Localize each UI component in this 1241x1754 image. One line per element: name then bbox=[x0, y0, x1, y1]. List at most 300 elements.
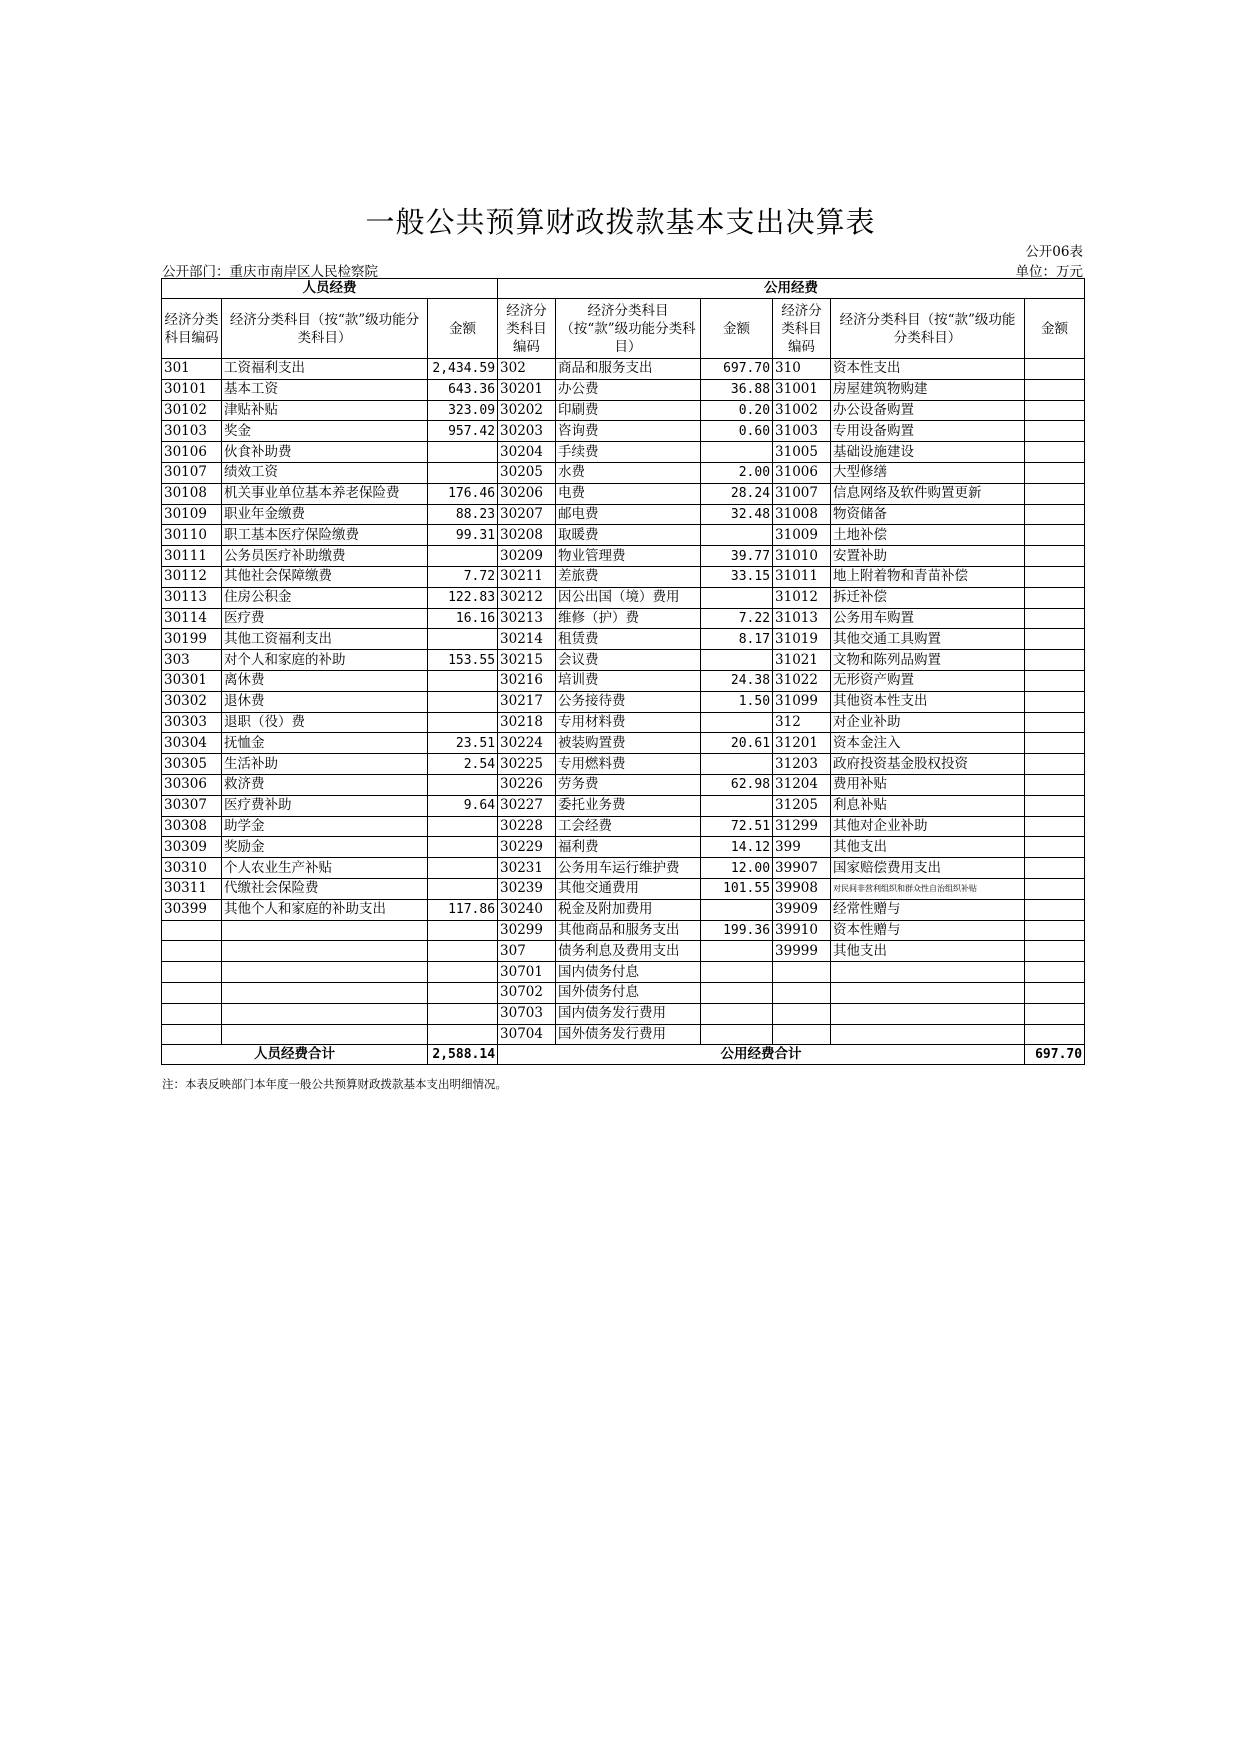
econ-code-cell: 31007 bbox=[773, 483, 831, 504]
econ-name-cell: 房屋建筑物购建 bbox=[831, 379, 1025, 400]
department-label: 公开部门：重庆市南岸区人民检察院 bbox=[162, 264, 378, 280]
econ-code-cell: 30203 bbox=[498, 421, 556, 442]
amount-cell bbox=[428, 670, 498, 691]
amount-cell bbox=[1025, 670, 1085, 691]
amount-cell: 32.48 bbox=[701, 504, 773, 525]
econ-name-cell: 地上附着物和青苗补偿 bbox=[831, 566, 1025, 587]
econ-name-cell: 因公出国（境）费用 bbox=[556, 587, 701, 608]
econ-name-cell: 国内债务付息 bbox=[556, 962, 701, 983]
amount-cell: 2.00 bbox=[701, 462, 773, 483]
econ-code-cell: 31013 bbox=[773, 608, 831, 629]
econ-code-cell bbox=[162, 920, 222, 941]
econ-name-cell: 公务用车购置 bbox=[831, 608, 1025, 629]
econ-code-cell: 30112 bbox=[162, 566, 222, 587]
econ-code-cell: 30110 bbox=[162, 525, 222, 546]
econ-name-cell: 资本金注入 bbox=[831, 733, 1025, 754]
col-header-r-code: 经济分类科目编码 bbox=[773, 299, 831, 359]
econ-name-cell: 委托业务费 bbox=[556, 795, 701, 816]
econ-code-cell: 30305 bbox=[162, 754, 222, 775]
econ-code-cell: 31011 bbox=[773, 566, 831, 587]
econ-code-cell: 30206 bbox=[498, 483, 556, 504]
econ-name-cell: 医疗费补助 bbox=[222, 795, 428, 816]
econ-code-cell: 399 bbox=[773, 837, 831, 858]
public-total-label: 公用经费合计 bbox=[498, 1045, 1025, 1065]
econ-code-cell: 312 bbox=[773, 712, 831, 733]
table-row bbox=[162, 899, 1085, 920]
econ-code-cell: 30307 bbox=[162, 795, 222, 816]
econ-code-cell: 30205 bbox=[498, 462, 556, 483]
amount-cell bbox=[428, 878, 498, 899]
amount-cell bbox=[1025, 920, 1085, 941]
econ-name-cell: 专用材料费 bbox=[556, 712, 701, 733]
econ-code-cell: 39910 bbox=[773, 920, 831, 941]
econ-name-cell: 差旅费 bbox=[556, 566, 701, 587]
econ-name-cell: 取暖费 bbox=[556, 525, 701, 546]
econ-code-cell: 30213 bbox=[498, 608, 556, 629]
econ-name-cell: 物资储备 bbox=[831, 504, 1025, 525]
econ-name-cell: 国家赔偿费用支出 bbox=[831, 858, 1025, 879]
amount-cell bbox=[1025, 795, 1085, 816]
econ-code-cell: 30299 bbox=[498, 920, 556, 941]
econ-name-cell: 土地补偿 bbox=[831, 525, 1025, 546]
amount-cell: 199.36 bbox=[701, 920, 773, 941]
amount-cell bbox=[428, 462, 498, 483]
econ-name-cell bbox=[222, 962, 428, 983]
table-row bbox=[162, 962, 1085, 983]
col-header-q-amount: 金额 bbox=[701, 299, 773, 359]
econ-name-cell: 被装购置费 bbox=[556, 733, 701, 754]
econ-name-cell: 其他对企业补助 bbox=[831, 816, 1025, 837]
econ-code-cell: 31003 bbox=[773, 421, 831, 442]
econ-code-cell: 303 bbox=[162, 650, 222, 671]
table-row bbox=[162, 837, 1085, 858]
col-header-p-name: 经济分类科目（按“款”级功能分类科目） bbox=[222, 299, 428, 359]
econ-code-cell: 302 bbox=[498, 359, 556, 380]
amount-cell bbox=[428, 1003, 498, 1024]
econ-name-cell: 绩效工资 bbox=[222, 462, 428, 483]
amount-cell bbox=[1025, 691, 1085, 712]
econ-code-cell: 30109 bbox=[162, 504, 222, 525]
amount-cell bbox=[428, 774, 498, 795]
amount-cell: 2,434.59 bbox=[428, 359, 498, 380]
amount-cell bbox=[1025, 774, 1085, 795]
table-row bbox=[162, 504, 1085, 525]
econ-code-cell: 30209 bbox=[498, 546, 556, 567]
econ-code-cell: 39908 bbox=[773, 878, 831, 899]
econ-code-cell: 30103 bbox=[162, 421, 222, 442]
table-row bbox=[162, 587, 1085, 608]
table-row bbox=[162, 858, 1085, 879]
econ-code-cell bbox=[773, 982, 831, 1003]
amount-cell bbox=[701, 712, 773, 733]
unit-label: 单位：万元 bbox=[1015, 264, 1083, 280]
personnel-total-amount: 2,588.14 bbox=[428, 1045, 498, 1065]
econ-code-cell bbox=[162, 982, 222, 1003]
amount-cell bbox=[701, 754, 773, 775]
econ-name-cell: 国内债务发行费用 bbox=[556, 1003, 701, 1024]
econ-code-cell: 30704 bbox=[498, 1024, 556, 1045]
econ-code-cell bbox=[162, 962, 222, 983]
econ-name-cell: 其他支出 bbox=[831, 941, 1025, 962]
amount-cell bbox=[428, 816, 498, 837]
amount-cell bbox=[1025, 982, 1085, 1003]
econ-code-cell: 30202 bbox=[498, 400, 556, 421]
econ-code-cell: 30215 bbox=[498, 650, 556, 671]
table-row bbox=[162, 878, 1085, 899]
econ-code-cell: 30308 bbox=[162, 816, 222, 837]
econ-code-cell: 30311 bbox=[162, 878, 222, 899]
table-number: 公开06表 bbox=[1025, 244, 1083, 260]
econ-code-cell bbox=[162, 1003, 222, 1024]
table-row bbox=[162, 462, 1085, 483]
amount-cell bbox=[1025, 712, 1085, 733]
econ-code-cell: 30208 bbox=[498, 525, 556, 546]
amount-cell: 101.55 bbox=[701, 878, 773, 899]
econ-name-cell: 劳务费 bbox=[556, 774, 701, 795]
footnote: 注：本表反映部门本年度一般公共预算财政拨款基本支出明细情况。 bbox=[162, 1077, 507, 1091]
table-row bbox=[162, 421, 1085, 442]
amount-cell bbox=[1025, 754, 1085, 775]
econ-name-cell: 债务利息及费用支出 bbox=[556, 941, 701, 962]
table-row bbox=[162, 733, 1085, 754]
amount-cell bbox=[701, 795, 773, 816]
econ-name-cell bbox=[222, 1003, 428, 1024]
table-row bbox=[162, 941, 1085, 962]
col-header-q-code: 经济分类科目编码 bbox=[498, 299, 556, 359]
amount-cell: 23.51 bbox=[428, 733, 498, 754]
econ-code-cell bbox=[773, 1024, 831, 1045]
econ-name-cell: 其他支出 bbox=[831, 837, 1025, 858]
econ-code-cell: 30240 bbox=[498, 899, 556, 920]
econ-code-cell: 30211 bbox=[498, 566, 556, 587]
econ-code-cell: 30701 bbox=[498, 962, 556, 983]
amount-cell bbox=[1025, 1003, 1085, 1024]
econ-code-cell: 31201 bbox=[773, 733, 831, 754]
table-row bbox=[162, 1024, 1085, 1045]
econ-name-cell: 公务员医疗补助缴费 bbox=[222, 546, 428, 567]
econ-code-cell: 31001 bbox=[773, 379, 831, 400]
econ-name-cell: 培训费 bbox=[556, 670, 701, 691]
amount-cell bbox=[428, 691, 498, 712]
econ-code-cell: 39909 bbox=[773, 899, 831, 920]
amount-cell: 14.12 bbox=[701, 837, 773, 858]
amount-cell: 36.88 bbox=[701, 379, 773, 400]
econ-code-cell: 30218 bbox=[498, 712, 556, 733]
econ-name-cell: 物业管理费 bbox=[556, 546, 701, 567]
econ-code-cell: 30301 bbox=[162, 670, 222, 691]
econ-code-cell: 30399 bbox=[162, 899, 222, 920]
table-row bbox=[162, 566, 1085, 587]
amount-cell bbox=[1025, 858, 1085, 879]
econ-name-cell: 经常性赠与 bbox=[831, 899, 1025, 920]
econ-name-cell bbox=[831, 982, 1025, 1003]
table-row bbox=[162, 774, 1085, 795]
econ-code-cell: 30226 bbox=[498, 774, 556, 795]
amount-cell bbox=[1025, 442, 1085, 463]
group-header-row bbox=[162, 279, 1085, 299]
econ-code-cell: 30239 bbox=[498, 878, 556, 899]
econ-code-cell: 30114 bbox=[162, 608, 222, 629]
econ-name-cell bbox=[222, 1024, 428, 1045]
econ-name-cell: 租赁费 bbox=[556, 629, 701, 650]
econ-code-cell bbox=[773, 962, 831, 983]
column-header-row bbox=[162, 299, 1085, 359]
econ-name-cell: 职工基本医疗保险缴费 bbox=[222, 525, 428, 546]
econ-name-cell: 无形资产购置 bbox=[831, 670, 1025, 691]
econ-name-cell: 生活补助 bbox=[222, 754, 428, 775]
amount-cell: 39.77 bbox=[701, 546, 773, 567]
econ-code-cell: 310 bbox=[773, 359, 831, 380]
amount-cell bbox=[1025, 650, 1085, 671]
amount-cell bbox=[428, 712, 498, 733]
econ-name-cell: 文物和陈列品购置 bbox=[831, 650, 1025, 671]
econ-code-cell: 30107 bbox=[162, 462, 222, 483]
econ-name-cell: 机关事业单位基本养老保险费 bbox=[222, 483, 428, 504]
econ-name-cell: 基本工资 bbox=[222, 379, 428, 400]
econ-name-cell: 咨询费 bbox=[556, 421, 701, 442]
table-row bbox=[162, 670, 1085, 691]
amount-cell: 7.22 bbox=[701, 608, 773, 629]
econ-name-cell: 安置补助 bbox=[831, 546, 1025, 567]
amount-cell bbox=[1025, 899, 1085, 920]
amount-cell bbox=[428, 442, 498, 463]
econ-name-cell: 奖励金 bbox=[222, 837, 428, 858]
econ-code-cell: 30106 bbox=[162, 442, 222, 463]
econ-code-cell: 30702 bbox=[498, 982, 556, 1003]
econ-name-cell: 专用设备购置 bbox=[831, 421, 1025, 442]
econ-code-cell: 30201 bbox=[498, 379, 556, 400]
amount-cell bbox=[1025, 608, 1085, 629]
amount-cell: 16.16 bbox=[428, 608, 498, 629]
amount-cell: 9.64 bbox=[428, 795, 498, 816]
econ-code-cell: 30199 bbox=[162, 629, 222, 650]
table-row bbox=[162, 629, 1085, 650]
econ-code-cell: 30228 bbox=[498, 816, 556, 837]
econ-code-cell: 30231 bbox=[498, 858, 556, 879]
econ-name-cell: 商品和服务支出 bbox=[556, 359, 701, 380]
econ-code-cell: 31205 bbox=[773, 795, 831, 816]
amount-cell bbox=[701, 899, 773, 920]
econ-name-cell: 手续费 bbox=[556, 442, 701, 463]
amount-cell bbox=[428, 982, 498, 1003]
econ-name-cell bbox=[831, 1024, 1025, 1045]
econ-name-cell: 离休费 bbox=[222, 670, 428, 691]
table-row bbox=[162, 650, 1085, 671]
econ-name-cell: 工会经费 bbox=[556, 816, 701, 837]
col-header-p-amount: 金额 bbox=[428, 299, 498, 359]
table-row bbox=[162, 754, 1085, 775]
table-row bbox=[162, 691, 1085, 712]
econ-code-cell: 30703 bbox=[498, 1003, 556, 1024]
econ-name-cell: 费用补贴 bbox=[831, 774, 1025, 795]
econ-code-cell: 30216 bbox=[498, 670, 556, 691]
econ-name-cell: 对个人和家庭的补助 bbox=[222, 650, 428, 671]
amount-cell: 957.42 bbox=[428, 421, 498, 442]
amount-cell bbox=[1025, 462, 1085, 483]
econ-code-cell: 30229 bbox=[498, 837, 556, 858]
table-row bbox=[162, 795, 1085, 816]
econ-name-cell: 对企业补助 bbox=[831, 712, 1025, 733]
econ-name-cell: 办公设备购置 bbox=[831, 400, 1025, 421]
amount-cell bbox=[428, 629, 498, 650]
econ-name-cell: 其他个人和家庭的补助支出 bbox=[222, 899, 428, 920]
econ-name-cell: 公务用车运行维护费 bbox=[556, 858, 701, 879]
amount-cell bbox=[701, 941, 773, 962]
amount-cell: 24.38 bbox=[701, 670, 773, 691]
econ-code-cell: 31203 bbox=[773, 754, 831, 775]
econ-code-cell: 30224 bbox=[498, 733, 556, 754]
econ-name-cell: 住房公积金 bbox=[222, 587, 428, 608]
amount-cell: 7.72 bbox=[428, 566, 498, 587]
amount-cell bbox=[1025, 587, 1085, 608]
amount-cell bbox=[1025, 504, 1085, 525]
econ-name-cell: 水费 bbox=[556, 462, 701, 483]
econ-name-cell: 国外债务发行费用 bbox=[556, 1024, 701, 1045]
econ-code-cell: 30214 bbox=[498, 629, 556, 650]
econ-name-cell: 其他交通费用 bbox=[556, 878, 701, 899]
econ-code-cell: 31204 bbox=[773, 774, 831, 795]
amount-cell: 2.54 bbox=[428, 754, 498, 775]
econ-code-cell: 30227 bbox=[498, 795, 556, 816]
econ-code-cell: 31002 bbox=[773, 400, 831, 421]
econ-name-cell: 电费 bbox=[556, 483, 701, 504]
econ-name-cell: 公务接待费 bbox=[556, 691, 701, 712]
amount-cell bbox=[428, 858, 498, 879]
econ-name-cell: 代缴社会保险费 bbox=[222, 878, 428, 899]
econ-name-cell: 办公费 bbox=[556, 379, 701, 400]
econ-code-cell: 30212 bbox=[498, 587, 556, 608]
amount-cell: 0.60 bbox=[701, 421, 773, 442]
econ-name-cell: 助学金 bbox=[222, 816, 428, 837]
amount-cell: 12.00 bbox=[701, 858, 773, 879]
econ-code-cell: 30306 bbox=[162, 774, 222, 795]
econ-code-cell: 30225 bbox=[498, 754, 556, 775]
table-row bbox=[162, 483, 1085, 504]
amount-cell bbox=[1025, 359, 1085, 380]
econ-code-cell: 31299 bbox=[773, 816, 831, 837]
econ-code-cell: 30101 bbox=[162, 379, 222, 400]
col-header-q-name: 经济分类科目（按“款”级功能分类科目） bbox=[556, 299, 701, 359]
amount-cell bbox=[1025, 733, 1085, 754]
econ-code-cell: 31005 bbox=[773, 442, 831, 463]
econ-name-cell: 退职（役）费 bbox=[222, 712, 428, 733]
amount-cell: 33.15 bbox=[701, 566, 773, 587]
econ-name-cell: 救济费 bbox=[222, 774, 428, 795]
amount-cell bbox=[428, 1024, 498, 1045]
amount-cell: 99.31 bbox=[428, 525, 498, 546]
econ-name-cell: 大型修缮 bbox=[831, 462, 1025, 483]
econ-code-cell: 39907 bbox=[773, 858, 831, 879]
econ-name-cell: 邮电费 bbox=[556, 504, 701, 525]
econ-name-cell: 伙食补助费 bbox=[222, 442, 428, 463]
table-row bbox=[162, 400, 1085, 421]
econ-name-cell: 会议费 bbox=[556, 650, 701, 671]
col-header-p-code: 经济分类科目编码 bbox=[162, 299, 222, 359]
econ-name-cell: 抚恤金 bbox=[222, 733, 428, 754]
econ-code-cell: 30302 bbox=[162, 691, 222, 712]
econ-name-cell: 基础设施建设 bbox=[831, 442, 1025, 463]
econ-code-cell bbox=[773, 1003, 831, 1024]
table-row bbox=[162, 982, 1085, 1003]
econ-name-cell bbox=[831, 1003, 1025, 1024]
econ-name-cell: 国外债务付息 bbox=[556, 982, 701, 1003]
amount-cell: 153.55 bbox=[428, 650, 498, 671]
econ-code-cell: 31022 bbox=[773, 670, 831, 691]
amount-cell bbox=[1025, 546, 1085, 567]
econ-code-cell: 31012 bbox=[773, 587, 831, 608]
amount-cell bbox=[701, 982, 773, 1003]
econ-code-cell: 30217 bbox=[498, 691, 556, 712]
amount-cell bbox=[701, 962, 773, 983]
econ-name-cell bbox=[831, 962, 1025, 983]
amount-cell bbox=[1025, 566, 1085, 587]
amount-cell bbox=[428, 920, 498, 941]
econ-code-cell: 30207 bbox=[498, 504, 556, 525]
econ-name-cell: 维修（护）费 bbox=[556, 608, 701, 629]
amount-cell bbox=[428, 837, 498, 858]
econ-code-cell: 30102 bbox=[162, 400, 222, 421]
econ-code-cell bbox=[162, 1024, 222, 1045]
col-header-r-amount: 金额 bbox=[1025, 299, 1085, 359]
amount-cell bbox=[701, 587, 773, 608]
totals-row bbox=[162, 1045, 1085, 1065]
econ-code-cell: 30108 bbox=[162, 483, 222, 504]
econ-name-cell: 印刷费 bbox=[556, 400, 701, 421]
table-row bbox=[162, 920, 1085, 941]
econ-name-cell: 其他交通工具购置 bbox=[831, 629, 1025, 650]
amount-cell bbox=[701, 1024, 773, 1045]
amount-cell bbox=[1025, 379, 1085, 400]
amount-cell: 28.24 bbox=[701, 483, 773, 504]
amount-cell bbox=[1025, 837, 1085, 858]
econ-code-cell: 301 bbox=[162, 359, 222, 380]
col-header-r-name: 经济分类科目（按“款”级功能分类科目） bbox=[831, 299, 1025, 359]
amount-cell: 176.46 bbox=[428, 483, 498, 504]
econ-name-cell: 资本性支出 bbox=[831, 359, 1025, 380]
econ-name-cell: 奖金 bbox=[222, 421, 428, 442]
econ-name-cell bbox=[222, 941, 428, 962]
econ-name-cell: 其他工资福利支出 bbox=[222, 629, 428, 650]
econ-name-cell: 资本性赠与 bbox=[831, 920, 1025, 941]
econ-name-cell: 税金及附加费用 bbox=[556, 899, 701, 920]
table-row bbox=[162, 712, 1085, 733]
amount-cell bbox=[701, 650, 773, 671]
econ-name-cell: 工资福利支出 bbox=[222, 359, 428, 380]
amount-cell: 1.50 bbox=[701, 691, 773, 712]
amount-cell: 72.51 bbox=[701, 816, 773, 837]
econ-code-cell: 30113 bbox=[162, 587, 222, 608]
table-row bbox=[162, 546, 1085, 567]
table-row bbox=[162, 442, 1085, 463]
amount-cell bbox=[701, 1003, 773, 1024]
amount-cell bbox=[1025, 629, 1085, 650]
econ-code-cell: 39999 bbox=[773, 941, 831, 962]
econ-code-cell bbox=[162, 941, 222, 962]
econ-name-cell: 对民间非营利组织和群众性自治组织补贴 bbox=[831, 878, 1025, 899]
table-row bbox=[162, 608, 1085, 629]
table-row bbox=[162, 379, 1085, 400]
econ-name-cell bbox=[222, 982, 428, 1003]
amount-cell: 8.17 bbox=[701, 629, 773, 650]
amount-cell bbox=[1025, 962, 1085, 983]
econ-code-cell: 30303 bbox=[162, 712, 222, 733]
table-row bbox=[162, 816, 1085, 837]
amount-cell: 88.23 bbox=[428, 504, 498, 525]
econ-name-cell: 专用燃料费 bbox=[556, 754, 701, 775]
table-row bbox=[162, 1003, 1085, 1024]
table-row bbox=[162, 359, 1085, 380]
amount-cell bbox=[428, 941, 498, 962]
